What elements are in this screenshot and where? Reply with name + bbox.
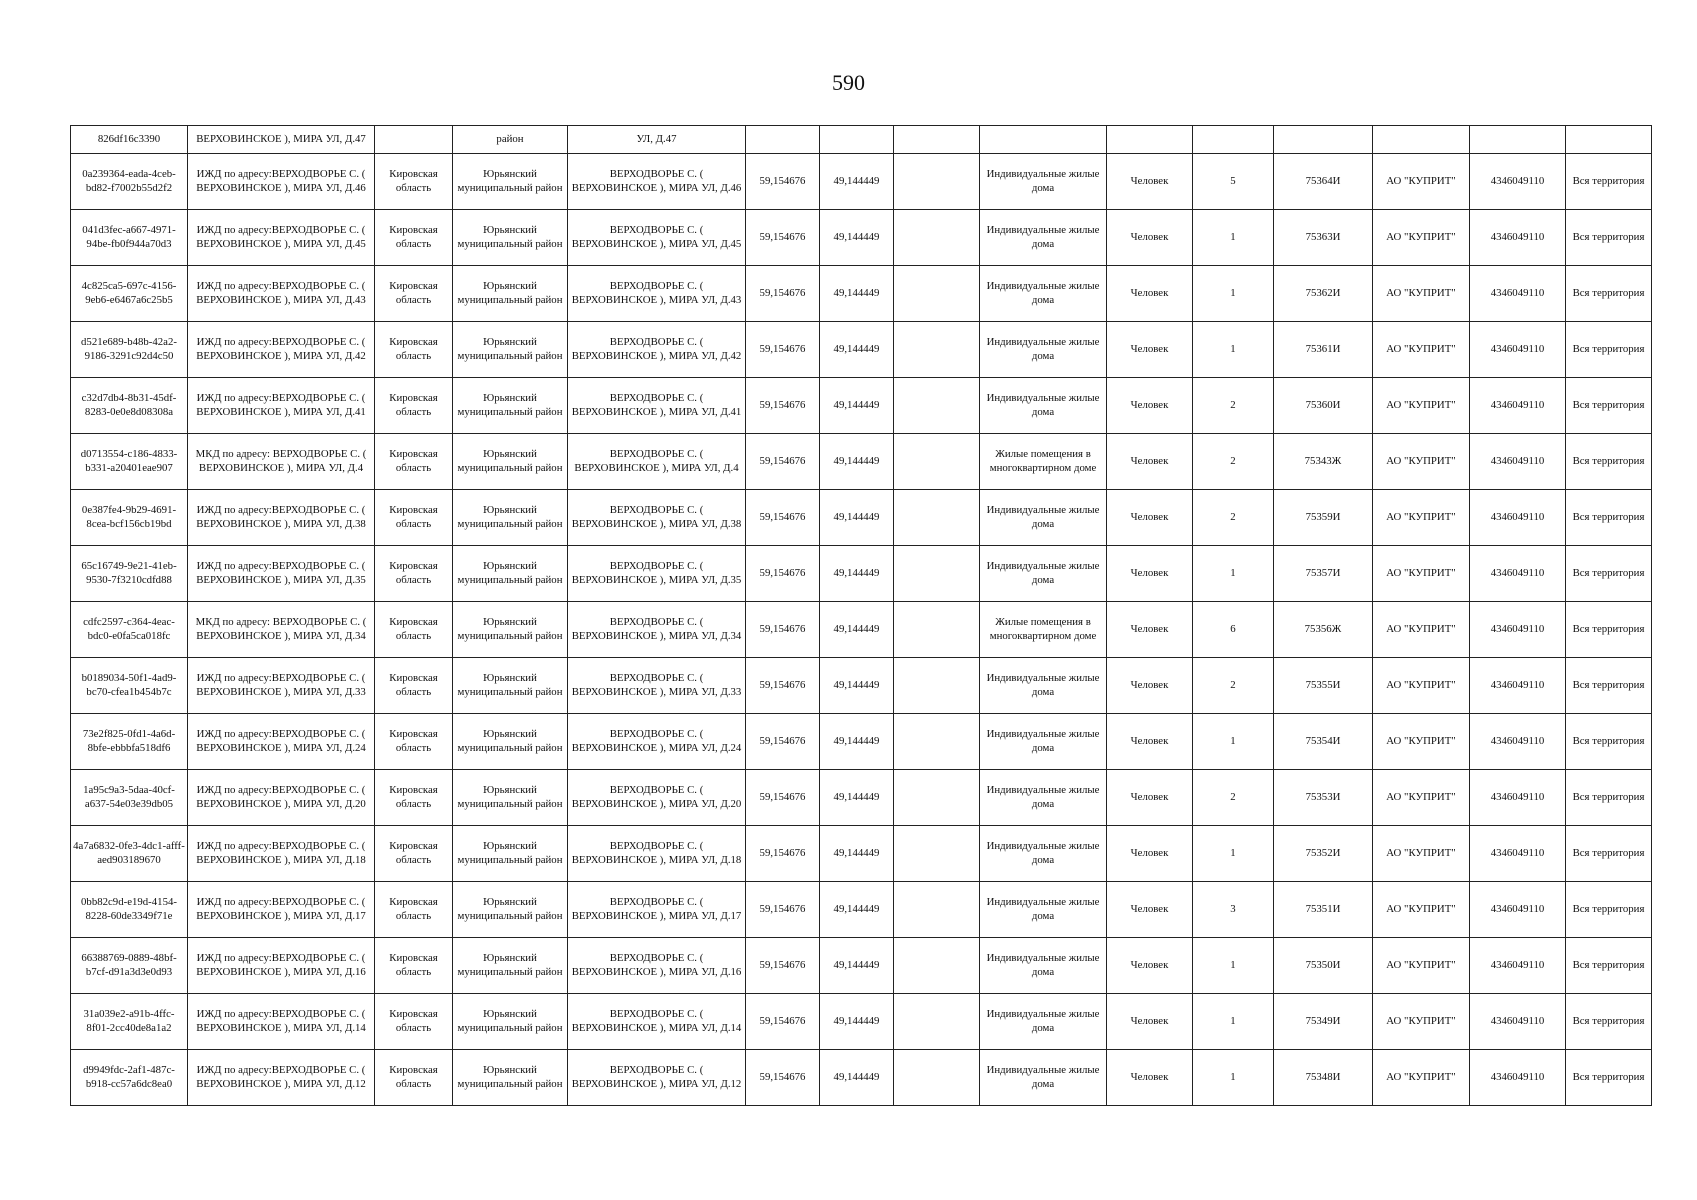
cell-longitude: 49,144449 [820,826,894,882]
cell-organization [1373,126,1470,154]
cell-latitude: 59,154676 [746,770,820,826]
cell-object-type: Индивидуальные жилые дома [980,1050,1107,1106]
table-row [71,994,1652,1050]
cell-longitude: 49,144449 [820,602,894,658]
cell-unit: Человек [1107,210,1193,266]
cell-address: ВЕРХОДВОРЬЕ С. ( ВЕРХОВИНСКОЕ ), МИРА УЛ, Д.46 [568,154,746,210]
cell-count: 6 [1193,602,1274,658]
cell-object-type: Индивидуальные жилые дома [980,210,1107,266]
page-number: 590 [832,70,865,95]
cell-territory: Вся территория [1566,210,1652,266]
cell-address: ВЕРХОДВОРЬЕ С. ( ВЕРХОВИНСКОЕ ), МИРА УЛ, Д.33 [568,658,746,714]
cell-latitude: 59,154676 [746,1050,820,1106]
cell-id: 826df16c3390 [71,126,188,154]
cell-id: 0e387fe4-9b29-4691-8cea-bcf156cb19bd [71,490,188,546]
table-row [71,546,1652,602]
cell-code [1274,126,1373,154]
cell-object-type: Индивидуальные жилые дома [980,770,1107,826]
cell-count: 1 [1193,546,1274,602]
cell-count: 1 [1193,994,1274,1050]
cell-address: ВЕРХОДВОРЬЕ С. ( ВЕРХОВИНСКОЕ ), МИРА УЛ, Д.24 [568,714,746,770]
cell-address: ВЕРХОДВОРЬЕ С. ( ВЕРХОВИНСКОЕ ), МИРА УЛ, Д.42 [568,322,746,378]
cell-region: Кировская область [375,770,453,826]
cell-latitude: 59,154676 [746,434,820,490]
cell-id: 65c16749-9e21-41eb-9530-7f3210cdfd88 [71,546,188,602]
cell-region: Кировская область [375,546,453,602]
cell-district: Юрьянский муниципальный район [453,882,568,938]
cell-latitude [746,126,820,154]
cell-unit: Человек [1107,154,1193,210]
cell-unit: Человек [1107,658,1193,714]
cell-address: ВЕРХОДВОРЬЕ С. ( ВЕРХОВИНСКОЕ ), МИРА УЛ, Д.14 [568,994,746,1050]
cell-region: Кировская область [375,434,453,490]
cell-code: 75355И [1274,658,1373,714]
cell-district: Юрьянский муниципальный район [453,602,568,658]
cell-latitude: 59,154676 [746,266,820,322]
cell-object-name: ИЖД по адресу:ВЕРХОДВОРЬЕ С. ( ВЕРХОВИНСКОЕ ), МИРА УЛ, Д.42 [188,322,375,378]
cell-address: ВЕРХОДВОРЬЕ С. ( ВЕРХОВИНСКОЕ ), МИРА УЛ, Д.17 [568,882,746,938]
cell-region: Кировская область [375,994,453,1050]
cell-count: 2 [1193,658,1274,714]
table-row [71,378,1652,434]
cell-empty [894,378,980,434]
cell-empty [894,826,980,882]
cell-id: 66388769-0889-48bf-b7cf-d91a3d3e0d93 [71,938,188,994]
table-row [71,154,1652,210]
cell-count: 1 [1193,714,1274,770]
cell-object-name: МКД по адресу: ВЕРХОДВОРЬЕ С. ( ВЕРХОВИНСКОЕ ), МИРА УЛ, Д.4 [188,434,375,490]
cell-code: 75348И [1274,1050,1373,1106]
cell-organization: АО "КУПРИТ" [1373,154,1470,210]
cell-territory: Вся территория [1566,546,1652,602]
cell-unit [1107,126,1193,154]
cell-territory: Вся территория [1566,994,1652,1050]
cell-longitude: 49,144449 [820,434,894,490]
cell-organization: АО "КУПРИТ" [1373,378,1470,434]
cell-count: 2 [1193,378,1274,434]
cell-id: cdfc2597-c364-4eac-bdc0-e0fa5ca018fc [71,602,188,658]
cell-inn: 4346049110 [1470,378,1566,434]
cell-region: Кировская область [375,658,453,714]
cell-code: 75343Ж [1274,434,1373,490]
cell-longitude: 49,144449 [820,994,894,1050]
table-row [71,1050,1652,1106]
cell-code: 75357И [1274,546,1373,602]
cell-territory: Вся территория [1566,882,1652,938]
cell-object-name: ИЖД по адресу:ВЕРХОДВОРЬЕ С. ( ВЕРХОВИНСКОЕ ), МИРА УЛ, Д.20 [188,770,375,826]
cell-territory: Вся территория [1566,714,1652,770]
table-row [71,826,1652,882]
cell-code: 75363И [1274,210,1373,266]
cell-empty [894,434,980,490]
cell-id: 0a239364-eada-4ceb-bd82-f7002b55d2f2 [71,154,188,210]
cell-latitude: 59,154676 [746,994,820,1050]
cell-unit: Человек [1107,602,1193,658]
cell-district: Юрьянский муниципальный район [453,266,568,322]
cell-district: Юрьянский муниципальный район [453,154,568,210]
cell-object-name: ИЖД по адресу:ВЕРХОДВОРЬЕ С. ( ВЕРХОВИНСКОЕ ), МИРА УЛ, Д.33 [188,658,375,714]
cell-longitude: 49,144449 [820,1050,894,1106]
cell-longitude: 49,144449 [820,378,894,434]
cell-count: 1 [1193,826,1274,882]
cell-unit: Человек [1107,546,1193,602]
cell-inn: 4346049110 [1470,714,1566,770]
cell-inn: 4346049110 [1470,266,1566,322]
cell-object-type: Индивидуальные жилые дома [980,546,1107,602]
cell-latitude: 59,154676 [746,826,820,882]
cell-address: ВЕРХОДВОРЬЕ С. ( ВЕРХОВИНСКОЕ ), МИРА УЛ, Д.18 [568,826,746,882]
cell-territory: Вся территория [1566,266,1652,322]
cell-count: 2 [1193,490,1274,546]
cell-empty [894,714,980,770]
cell-code: 75349И [1274,994,1373,1050]
cell-district: Юрьянский муниципальный район [453,770,568,826]
cell-organization: АО "КУПРИТ" [1373,994,1470,1050]
cell-object-type: Индивидуальные жилые дома [980,378,1107,434]
cell-count [1193,126,1274,154]
cell-longitude: 49,144449 [820,546,894,602]
cell-count: 1 [1193,210,1274,266]
cell-unit: Человек [1107,938,1193,994]
cell-object-type: Индивидуальные жилые дома [980,826,1107,882]
cell-longitude: 49,144449 [820,322,894,378]
cell-count: 1 [1193,322,1274,378]
cell-count: 1 [1193,938,1274,994]
cell-empty [894,546,980,602]
cell-unit: Человек [1107,994,1193,1050]
cell-organization: АО "КУПРИТ" [1373,938,1470,994]
cell-id: 041d3fec-a667-4971-94be-fb0f944a70d3 [71,210,188,266]
cell-empty [894,994,980,1050]
cell-unit: Человек [1107,882,1193,938]
cell-code: 75351И [1274,882,1373,938]
cell-code: 75356Ж [1274,602,1373,658]
cell-count: 5 [1193,154,1274,210]
cell-district: Юрьянский муниципальный район [453,714,568,770]
cell-territory: Вся территория [1566,322,1652,378]
cell-inn: 4346049110 [1470,210,1566,266]
cell-organization: АО "КУПРИТ" [1373,882,1470,938]
table-row [71,210,1652,266]
cell-district: Юрьянский муниципальный район [453,490,568,546]
cell-address: ВЕРХОДВОРЬЕ С. ( ВЕРХОВИНСКОЕ ), МИРА УЛ, Д.43 [568,266,746,322]
cell-code: 75352И [1274,826,1373,882]
cell-empty [894,266,980,322]
cell-region: Кировская область [375,266,453,322]
table-row [71,658,1652,714]
cell-region [375,126,453,154]
cell-latitude: 59,154676 [746,882,820,938]
cell-territory: Вся территория [1566,826,1652,882]
cell-organization: АО "КУПРИТ" [1373,770,1470,826]
cell-inn: 4346049110 [1470,882,1566,938]
cell-inn: 4346049110 [1470,602,1566,658]
table-row [71,938,1652,994]
cell-organization: АО "КУПРИТ" [1373,434,1470,490]
cell-latitude: 59,154676 [746,602,820,658]
cell-latitude: 59,154676 [746,714,820,770]
cell-district: Юрьянский муниципальный район [453,826,568,882]
cell-territory [1566,126,1652,154]
cell-address: ВЕРХОДВОРЬЕ С. ( ВЕРХОВИНСКОЕ ), МИРА УЛ, Д.34 [568,602,746,658]
cell-object-type: Индивидуальные жилые дома [980,658,1107,714]
table-row [71,714,1652,770]
cell-longitude: 49,144449 [820,210,894,266]
cell-unit: Человек [1107,714,1193,770]
cell-count: 2 [1193,770,1274,826]
cell-address: УЛ, Д.47 [568,126,746,154]
cell-id: d9949fdc-2af1-487c-b918-cc57a6dc8ea0 [71,1050,188,1106]
cell-empty [894,602,980,658]
cell-district: Юрьянский муниципальный район [453,378,568,434]
cell-territory: Вся территория [1566,770,1652,826]
cell-id: c32d7db4-8b31-45df-8283-0e0e8d08308a [71,378,188,434]
cell-object-name: ИЖД по адресу:ВЕРХОДВОРЬЕ С. ( ВЕРХОВИНСКОЕ ), МИРА УЛ, Д.35 [188,546,375,602]
table-row [71,126,1652,154]
cell-organization: АО "КУПРИТ" [1373,210,1470,266]
cell-inn: 4346049110 [1470,1050,1566,1106]
cell-count: 3 [1193,882,1274,938]
cell-unit: Человек [1107,322,1193,378]
cell-object-name: ИЖД по адресу:ВЕРХОДВОРЬЕ С. ( ВЕРХОВИНСКОЕ ), МИРА УЛ, Д.45 [188,210,375,266]
cell-organization: АО "КУПРИТ" [1373,658,1470,714]
cell-object-name: ИЖД по адресу:ВЕРХОДВОРЬЕ С. ( ВЕРХОВИНСКОЕ ), МИРА УЛ, Д.17 [188,882,375,938]
cell-object-type: Жилые помещения в многоквартирном доме [980,434,1107,490]
cell-region: Кировская область [375,938,453,994]
cell-territory: Вся территория [1566,490,1652,546]
cell-latitude: 59,154676 [746,322,820,378]
cell-territory: Вся территория [1566,1050,1652,1106]
cell-unit: Человек [1107,266,1193,322]
cell-latitude: 59,154676 [746,546,820,602]
cell-region: Кировская область [375,490,453,546]
cell-longitude: 49,144449 [820,882,894,938]
cell-longitude: 49,144449 [820,770,894,826]
cell-id: 73e2f825-0fd1-4a6d-8bfe-ebbbfa518df6 [71,714,188,770]
cell-empty [894,1050,980,1106]
cell-empty [894,770,980,826]
cell-object-type: Индивидуальные жилые дома [980,938,1107,994]
cell-code: 75360И [1274,378,1373,434]
cell-empty [894,658,980,714]
cell-object-name: ИЖД по адресу:ВЕРХОДВОРЬЕ С. ( ВЕРХОВИНСКОЕ ), МИРА УЛ, Д.12 [188,1050,375,1106]
cell-inn: 4346049110 [1470,434,1566,490]
cell-id: d521e689-b48b-42a2-9186-3291c92d4c50 [71,322,188,378]
cell-territory: Вся территория [1566,658,1652,714]
cell-unit: Человек [1107,826,1193,882]
cell-object-type: Индивидуальные жилые дома [980,882,1107,938]
cell-count: 1 [1193,266,1274,322]
cell-id: 31a039e2-a91b-4ffc-8f01-2cc40de8a1a2 [71,994,188,1050]
cell-id: d0713554-c186-4833-b331-a20401eae907 [71,434,188,490]
cell-id: 4c825ca5-697c-4156-9eb6-e6467a6c25b5 [71,266,188,322]
cell-inn: 4346049110 [1470,658,1566,714]
cell-latitude: 59,154676 [746,154,820,210]
cell-longitude: 49,144449 [820,938,894,994]
cell-address: ВЕРХОДВОРЬЕ С. ( ВЕРХОВИНСКОЕ ), МИРА УЛ, Д.35 [568,546,746,602]
cell-region: Кировская область [375,378,453,434]
cell-object-type [980,126,1107,154]
cell-territory: Вся территория [1566,434,1652,490]
cell-inn: 4346049110 [1470,938,1566,994]
cell-region: Кировская область [375,826,453,882]
table-row [71,602,1652,658]
cell-region: Кировская область [375,1050,453,1106]
cell-address: ВЕРХОДВОРЬЕ С. ( ВЕРХОВИНСКОЕ ), МИРА УЛ, Д.45 [568,210,746,266]
cell-code: 75364И [1274,154,1373,210]
cell-empty [894,154,980,210]
cell-code: 75362И [1274,266,1373,322]
cell-organization: АО "КУПРИТ" [1373,546,1470,602]
cell-count: 1 [1193,1050,1274,1106]
cell-inn: 4346049110 [1470,490,1566,546]
cell-longitude: 49,144449 [820,714,894,770]
cell-address: ВЕРХОДВОРЬЕ С. ( ВЕРХОВИНСКОЕ ), МИРА УЛ, Д.20 [568,770,746,826]
cell-object-type: Индивидуальные жилые дома [980,322,1107,378]
cell-inn: 4346049110 [1470,154,1566,210]
cell-object-name: ИЖД по адресу:ВЕРХОДВОРЬЕ С. ( ВЕРХОВИНСКОЕ ), МИРА УЛ, Д.14 [188,994,375,1050]
cell-count: 2 [1193,434,1274,490]
cell-empty [894,322,980,378]
table-row [71,770,1652,826]
cell-territory: Вся территория [1566,602,1652,658]
cell-inn: 4346049110 [1470,322,1566,378]
cell-latitude: 59,154676 [746,378,820,434]
cell-object-name: ИЖД по адресу:ВЕРХОДВОРЬЕ С. ( ВЕРХОВИНСКОЕ ), МИРА УЛ, Д.18 [188,826,375,882]
cell-object-type: Жилые помещения в многоквартирном доме [980,602,1107,658]
cell-inn: 4346049110 [1470,770,1566,826]
cell-object-type: Индивидуальные жилые дома [980,490,1107,546]
cell-empty [894,938,980,994]
cell-latitude: 59,154676 [746,490,820,546]
table-body [71,126,1652,1106]
cell-district: Юрьянский муниципальный район [453,658,568,714]
cell-address: ВЕРХОДВОРЬЕ С. ( ВЕРХОВИНСКОЕ ), МИРА УЛ, Д.38 [568,490,746,546]
cell-region: Кировская область [375,882,453,938]
cell-district: Юрьянский муниципальный район [453,994,568,1050]
cell-organization: АО "КУПРИТ" [1373,322,1470,378]
cell-organization: АО "КУПРИТ" [1373,266,1470,322]
cell-inn: 4346049110 [1470,546,1566,602]
cell-code: 75361И [1274,322,1373,378]
cell-longitude [820,126,894,154]
cell-unit: Человек [1107,434,1193,490]
cell-object-name: МКД по адресу: ВЕРХОДВОРЬЕ С. ( ВЕРХОВИНСКОЕ ), МИРА УЛ, Д.34 [188,602,375,658]
cell-organization: АО "КУПРИТ" [1373,602,1470,658]
cell-unit: Человек [1107,490,1193,546]
cell-object-name: ИЖД по адресу:ВЕРХОДВОРЬЕ С. ( ВЕРХОВИНСКОЕ ), МИРА УЛ, Д.41 [188,378,375,434]
cell-organization: АО "КУПРИТ" [1373,714,1470,770]
cell-district: Юрьянский муниципальный район [453,1050,568,1106]
cell-inn: 4346049110 [1470,826,1566,882]
cell-unit: Человек [1107,1050,1193,1106]
cell-region: Кировская область [375,210,453,266]
cell-id: 4a7a6832-0fe3-4dc1-afff-aed903189670 [71,826,188,882]
cell-empty [894,210,980,266]
cell-region: Кировская область [375,322,453,378]
cell-code: 75354И [1274,714,1373,770]
cell-latitude: 59,154676 [746,210,820,266]
cell-empty [894,490,980,546]
cell-district: Юрьянский муниципальный район [453,322,568,378]
table-row [71,882,1652,938]
cell-organization: АО "КУПРИТ" [1373,1050,1470,1106]
table-row [71,434,1652,490]
cell-region: Кировская область [375,714,453,770]
table-row [71,322,1652,378]
cell-territory: Вся территория [1566,938,1652,994]
cell-address: ВЕРХОДВОРЬЕ С. ( ВЕРХОВИНСКОЕ ), МИРА УЛ, Д.12 [568,1050,746,1106]
cell-object-name: ИЖД по адресу:ВЕРХОДВОРЬЕ С. ( ВЕРХОВИНСКОЕ ), МИРА УЛ, Д.38 [188,490,375,546]
cell-organization: АО "КУПРИТ" [1373,490,1470,546]
cell-region: Кировская область [375,602,453,658]
table-row [71,490,1652,546]
cell-longitude: 49,144449 [820,490,894,546]
cell-object-type: Индивидуальные жилые дома [980,154,1107,210]
registry-table [70,125,1652,1106]
cell-code: 75359И [1274,490,1373,546]
cell-inn [1470,126,1566,154]
cell-longitude: 49,144449 [820,154,894,210]
cell-empty [894,126,980,154]
cell-district: Юрьянский муниципальный район [453,434,568,490]
cell-territory: Вся территория [1566,154,1652,210]
cell-object-type: Индивидуальные жилые дома [980,994,1107,1050]
cell-latitude: 59,154676 [746,658,820,714]
cell-organization: АО "КУПРИТ" [1373,826,1470,882]
cell-id: b0189034-50f1-4ad9-bc70-cfea1b454b7c [71,658,188,714]
cell-id: 0bb82c9d-e19d-4154-8228-60de3349f71e [71,882,188,938]
cell-id: 1a95c9a3-5daa-40cf-a637-54e03e39db05 [71,770,188,826]
cell-object-name: ИЖД по адресу:ВЕРХОДВОРЬЕ С. ( ВЕРХОВИНСКОЕ ), МИРА УЛ, Д.43 [188,266,375,322]
cell-address: ВЕРХОДВОРЬЕ С. ( ВЕРХОВИНСКОЕ ), МИРА УЛ, Д.16 [568,938,746,994]
cell-district: Юрьянский муниципальный район [453,938,568,994]
cell-object-type: Индивидуальные жилые дома [980,266,1107,322]
cell-district: Юрьянский муниципальный район [453,546,568,602]
cell-object-type: Индивидуальные жилые дома [980,714,1107,770]
cell-territory: Вся территория [1566,378,1652,434]
cell-region: Кировская область [375,154,453,210]
cell-object-name: ИЖД по адресу:ВЕРХОДВОРЬЕ С. ( ВЕРХОВИНСКОЕ ), МИРА УЛ, Д.16 [188,938,375,994]
cell-address: ВЕРХОДВОРЬЕ С. ( ВЕРХОВИНСКОЕ ), МИРА УЛ, Д.4 [568,434,746,490]
cell-code: 75350И [1274,938,1373,994]
cell-unit: Человек [1107,378,1193,434]
cell-object-name: ИЖД по адресу:ВЕРХОДВОРЬЕ С. ( ВЕРХОВИНСКОЕ ), МИРА УЛ, Д.24 [188,714,375,770]
cell-address: ВЕРХОДВОРЬЕ С. ( ВЕРХОВИНСКОЕ ), МИРА УЛ, Д.41 [568,378,746,434]
cell-district: Юрьянский муниципальный район [453,210,568,266]
cell-object-name: ИЖД по адресу:ВЕРХОДВОРЬЕ С. ( ВЕРХОВИНСКОЕ ), МИРА УЛ, Д.46 [188,154,375,210]
cell-unit: Человек [1107,770,1193,826]
cell-longitude: 49,144449 [820,658,894,714]
cell-district: район [453,126,568,154]
cell-latitude: 59,154676 [746,938,820,994]
cell-inn: 4346049110 [1470,994,1566,1050]
cell-object-name: ВЕРХОВИНСКОЕ ), МИРА УЛ, Д.47 [188,126,375,154]
table-row [71,266,1652,322]
cell-longitude: 49,144449 [820,266,894,322]
cell-code: 75353И [1274,770,1373,826]
cell-empty [894,882,980,938]
